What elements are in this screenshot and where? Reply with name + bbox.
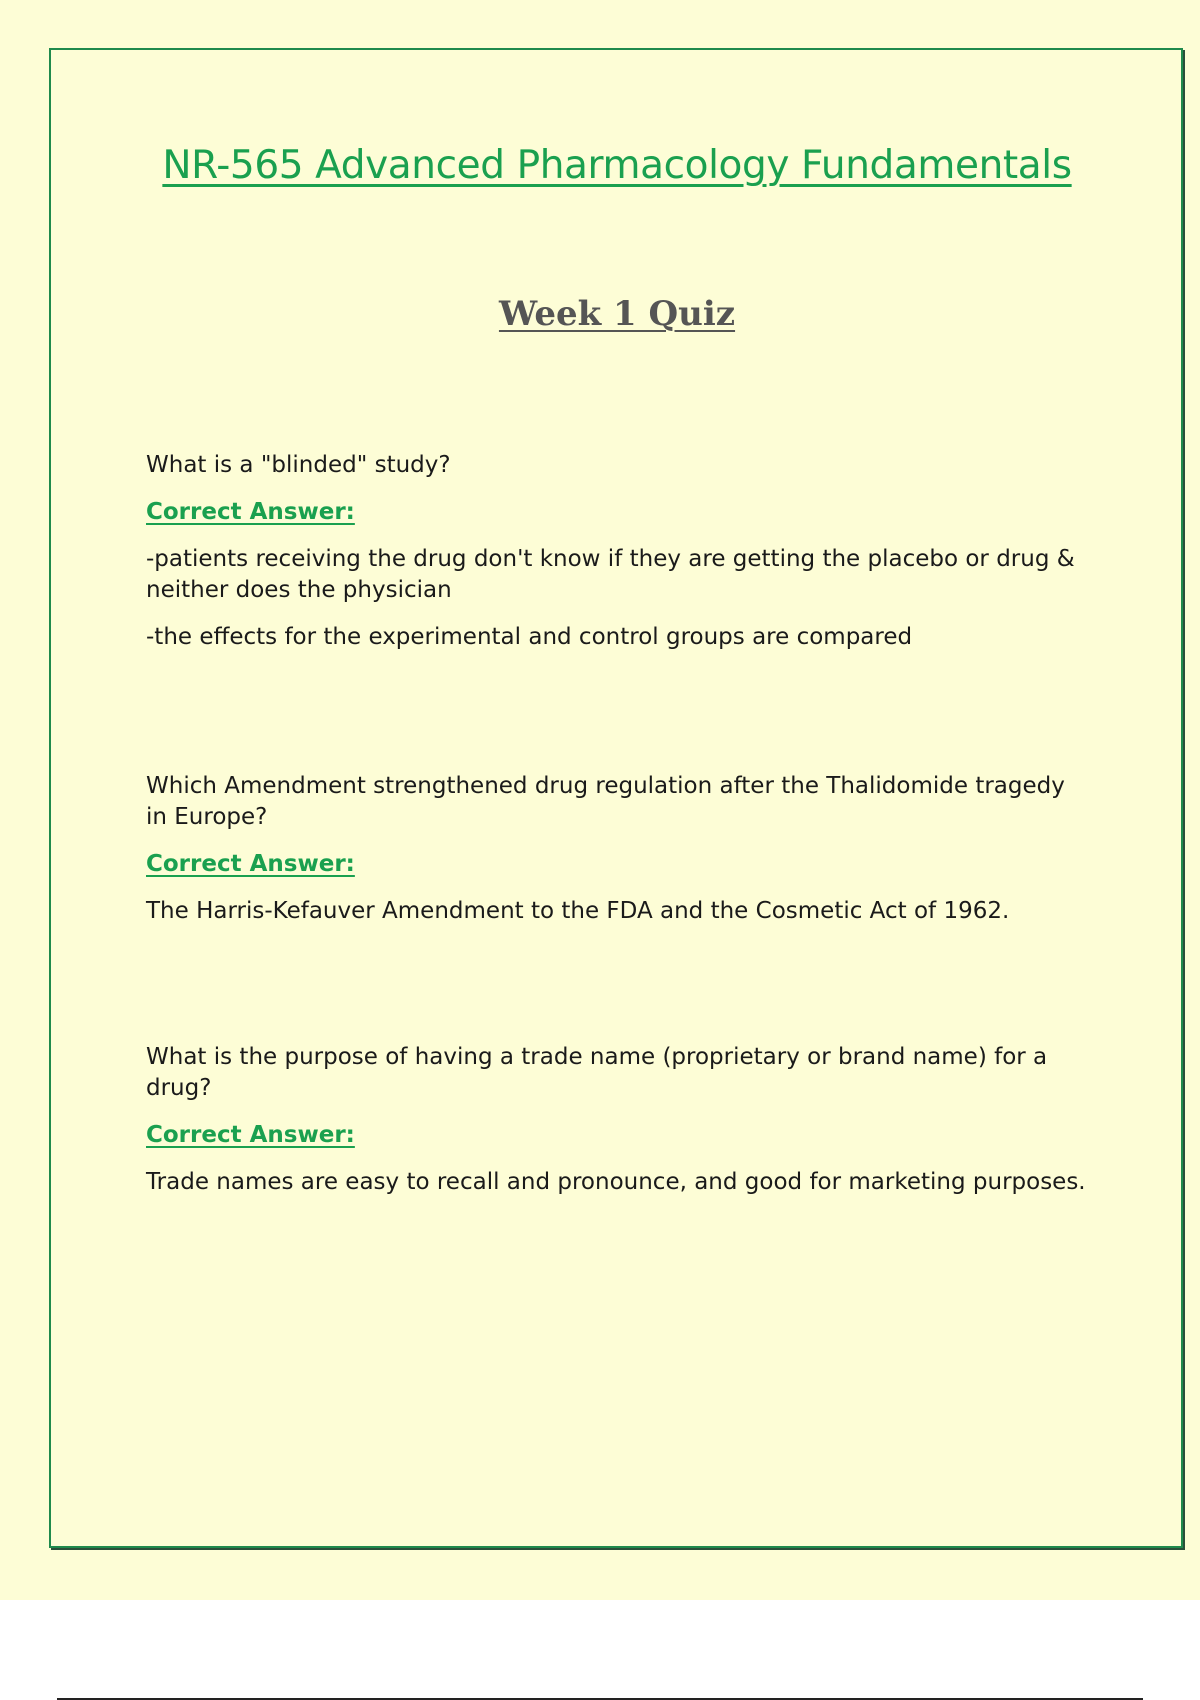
question-block-1 xyxy=(146,450,1086,669)
question-block-3 xyxy=(146,1042,1086,1214)
correct-answer-label: Correct Answer: xyxy=(146,499,355,525)
answer-text: -patients receiving the drug don't know if they are getting the placebo or drug & neither does the physician xyxy=(146,546,1075,603)
correct-answer-label: Correct Answer: xyxy=(146,1122,355,1148)
answer-text: Trade names are easy to recall and pronounce, and good for marketing purposes. xyxy=(146,1169,1086,1195)
correct-answer-label: Correct Answer: xyxy=(146,851,355,877)
question-text: Which Amendment strengthened drug regulation after the Thalidomide tragedy in Europe? xyxy=(146,773,1065,830)
answer-text: The Harris-Kefauver Amendment to the FDA and the Cosmetic Act of 1962. xyxy=(146,898,1010,924)
question-text: What is a "blinded" study? xyxy=(146,452,451,478)
answer-text: -the effects for the experimental and control groups are compared xyxy=(146,624,913,650)
document-subtitle: Week 1 Quiz xyxy=(498,294,736,334)
question-block-2 xyxy=(146,771,1086,943)
document-title: NR-565 Advanced Pharmacology Fundamentals xyxy=(162,143,1072,188)
question-text: What is the purpose of having a trade name (proprietary or brand name) for a drug? xyxy=(146,1044,1048,1101)
